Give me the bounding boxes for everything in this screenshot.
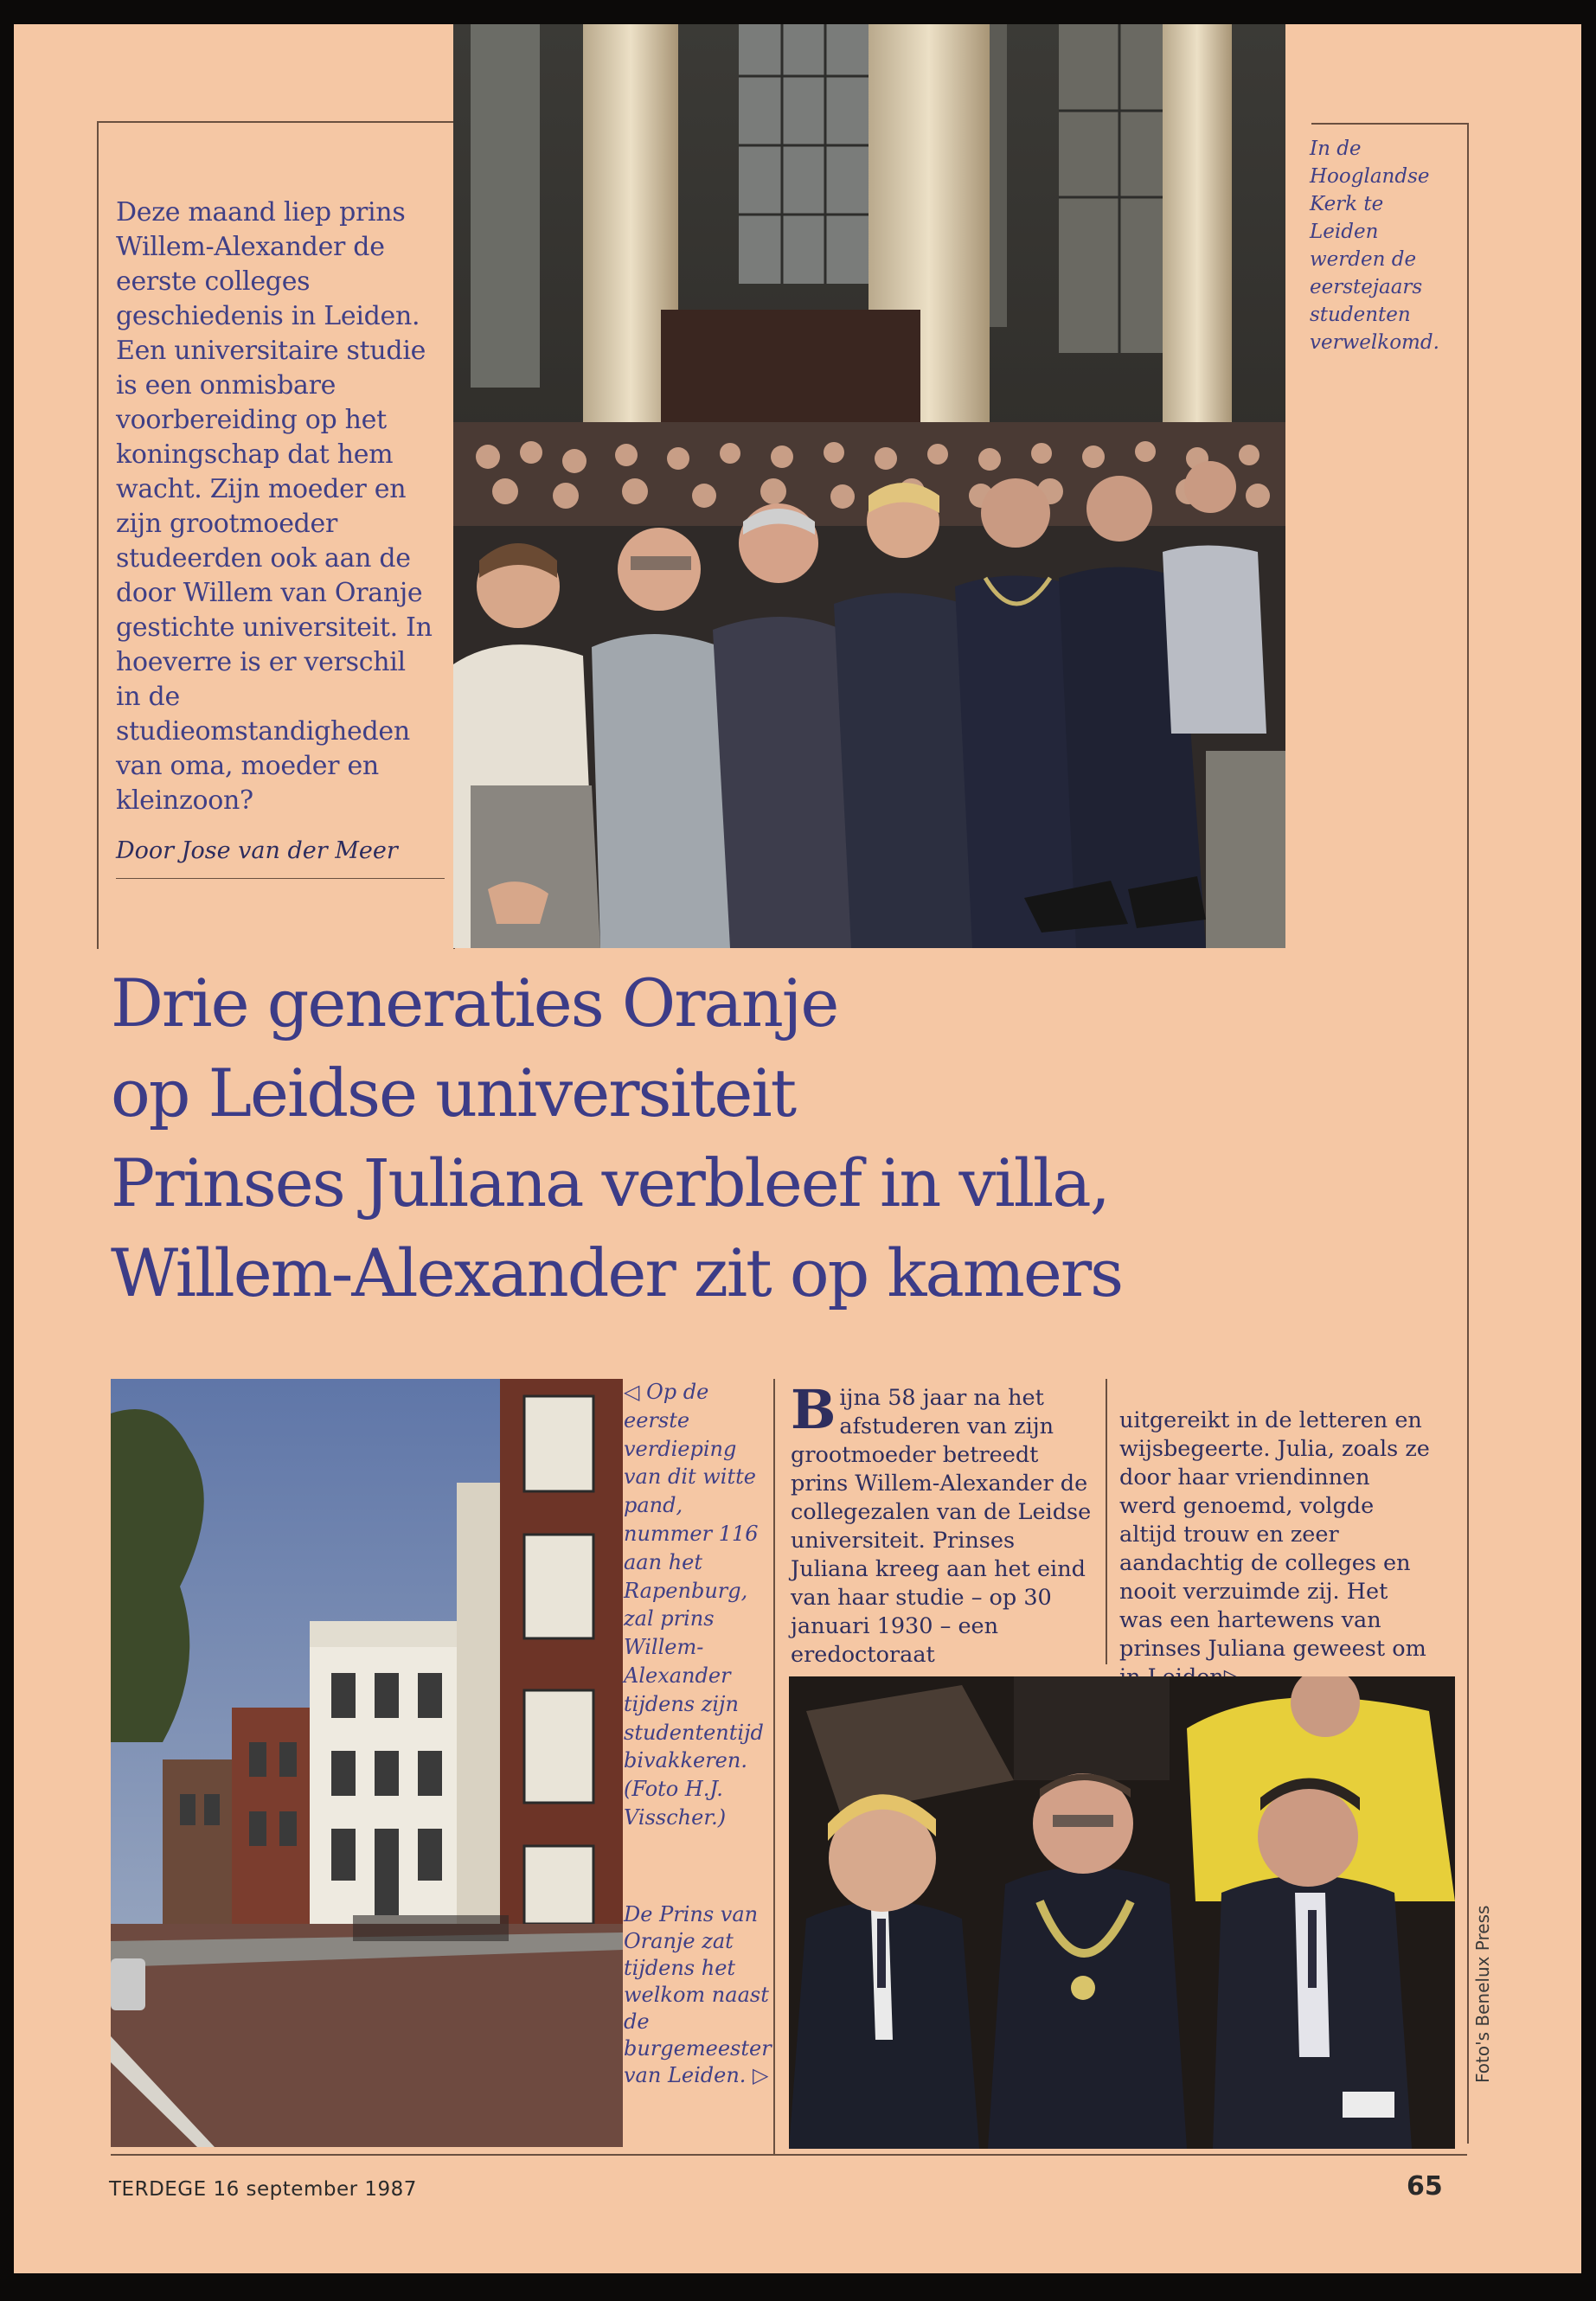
headline-line-4: Willem-Alexander zit op kamers <box>111 1234 1123 1311</box>
photo-credit: Foto's Benelux Press <box>1472 1905 1493 2083</box>
article-column-1 <box>791 1378 1095 1670</box>
article-column-2-text: uitgereikt in de letteren en wijsbegeerte. Julia, zoals ze door haar vriendinnen werd genoemd, volgde altijd trouw en zeer aandachtig de colleges en nooit verzuimde zij. Het was een hartewens van prinses Juliana geweest om <box>1119 1407 1430 1662</box>
byline-rule <box>116 878 445 879</box>
article-column-1-text: ijna 58 jaar na het afstuderen van zijn grootmoeder betreedt prins Willem-Alexander de collegezalen van de Leidse universiteit. Prinses Juliana kreeg aan het eind van haar studie – op 30 januari 1930 – een eredoctoraat <box>791 1385 1092 1668</box>
footer-publication: TERDEGE 16 september 1987 <box>109 2178 417 2201</box>
page-number: 65 <box>1407 2171 1443 2202</box>
headline <box>111 958 1538 1318</box>
caption-house: ◁ Op de eerste verdieping van dit witte pand, nummer 116 aan het Rapenburg, zal prins Willem-Alexander tijdens zijn studententijd bivakkeren. (Foto H.J. Visscher.) <box>624 1380 764 1830</box>
headline-line-3: Prinses Juliana verbleef in villa, <box>111 1144 1109 1221</box>
caption-church: In de Hooglandse Kerk te Leiden werden de eerstejaars studenten verwelkomd. <box>1310 138 1439 354</box>
column-rule <box>1106 1379 1107 1664</box>
article-dropcap: B <box>791 1378 836 1441</box>
photo-rapenburg-house <box>111 1379 623 2147</box>
intro-text: Deze maand liep prins Willem-Alexander de eerste colleges geschiedenis in Leiden. Een universitaire studie is een onmisbare voorbereiding op het koningschap dat hem wacht. Zijn moeder en zijn grootmoeder studeerden ook aan de door Willem van Oranje gestichte universiteit. In hoeverre is er verschil in de studieomstandigheden van oma, moeder en kleinzoon? <box>116 197 433 816</box>
article-column-2 <box>1119 1407 1431 1692</box>
headline-line-2: op Leidse universiteit <box>111 1054 796 1131</box>
footer-rule <box>111 2154 1467 2156</box>
photo-church-ceremony <box>453 24 1285 948</box>
caption-prince: De Prins van Oranje zat tijdens het welkom naast de burgemeester van Leiden. ▷ <box>624 1902 772 2087</box>
headline-line-1: Drie generaties Oranje <box>111 965 838 1042</box>
magazine-page <box>14 24 1581 2273</box>
column-rule <box>773 1379 775 2154</box>
photo-prince-and-mayor <box>789 1676 1455 2149</box>
byline: Door Jose van der Meer <box>116 837 398 864</box>
